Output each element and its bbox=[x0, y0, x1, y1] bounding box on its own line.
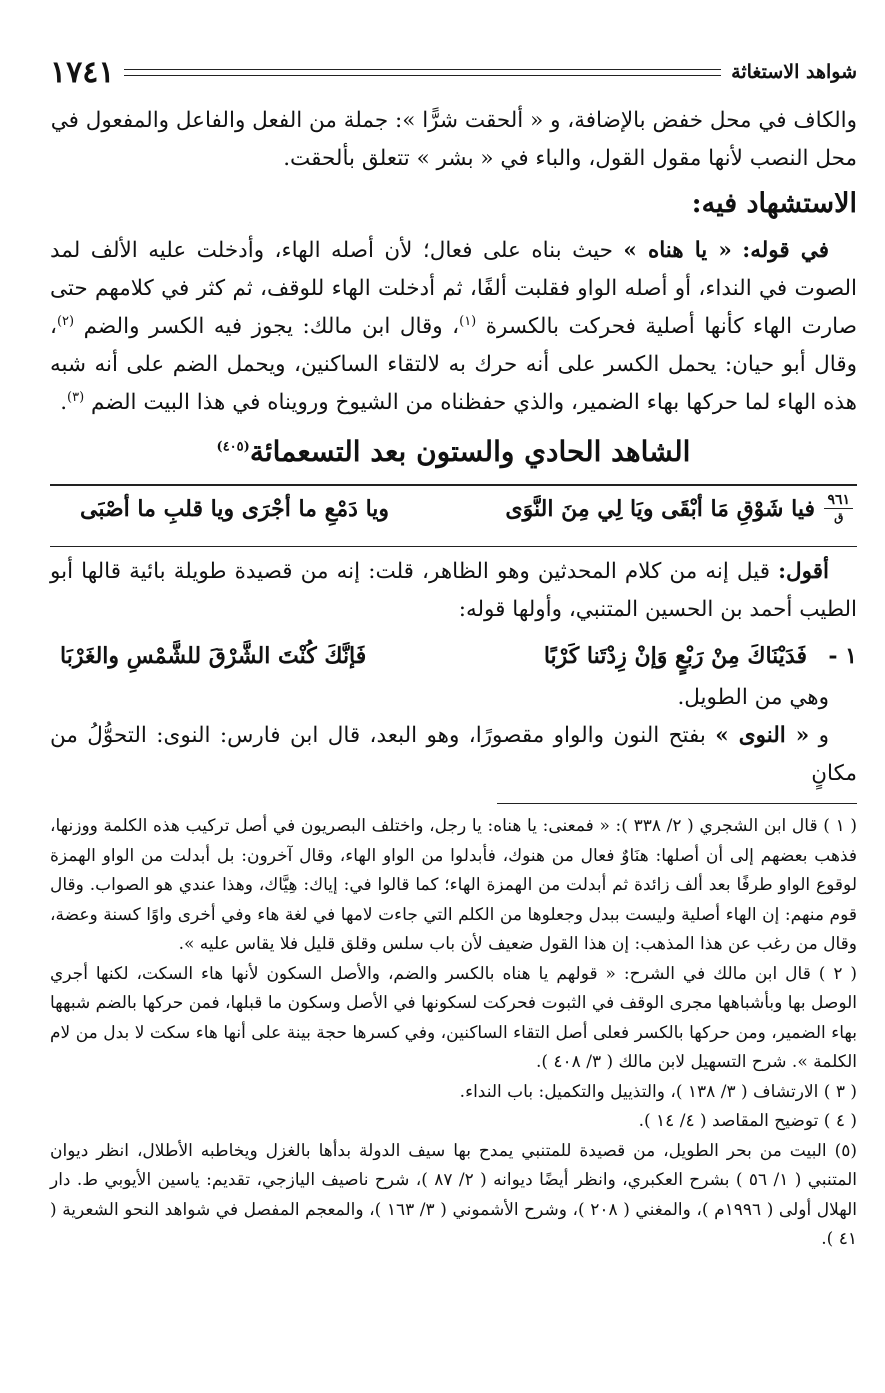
book-page bbox=[50, 52, 857, 1373]
footnote-ref-3: (٣) bbox=[67, 389, 85, 405]
hemistich-second: ويا دَمْعِ ما أجْرَى ويا قلبِ ما أصْبَى bbox=[80, 496, 390, 522]
footnote-divider bbox=[497, 803, 857, 804]
commentary-paragraph-2 bbox=[50, 717, 857, 793]
istishhad-paragraph bbox=[50, 232, 857, 422]
istishhad-quote: « يا هناه » bbox=[623, 238, 732, 263]
intro-line-1: والكاف في محل خفض بالإضافة، و « ألحقت شرًّا »: جملة من الفعل والفاعل والمفعول في bbox=[50, 108, 857, 133]
intro-paragraph bbox=[50, 102, 857, 422]
page-header bbox=[50, 52, 857, 92]
footnote-5: (٥) البيت من بحر الطويل، من قصيدة للمتنبي يمدح بها سيف الدولة بدأها بالغزل ويخاطبه الأطلال، انظر ديوان المتنبي ( ١/ ٥٦ ) بشرح العكبري، وانظر أيضًا ديوانه ( ٢/ ٨٧ )، شرح ناصيف اليازجي، تقديم: ياسين الأيوبي ط. دار الهلال أولى ( ١٩٩٦م )، والمغني ( ٢٠٨ )، وشرح الأشموني ( ٣/ ١٦٣ )، والمعجم المفصل في شواهد النحو الشعرية ( ٤١ ). bbox=[50, 1140, 857, 1249]
meter-note: وهي من الطويل. bbox=[677, 685, 829, 710]
intro-line-2: محل النصب لأنها مقول القول، والباء في « بشر » تتعلق بألحقت. bbox=[283, 146, 857, 171]
verse-number bbox=[824, 492, 853, 525]
commentary bbox=[50, 553, 857, 793]
istishhad-text-3: ، وقال أبو حيان: يحمل الكسر على أنه حرك به لالتقاء الساكنين، ويحمل الضم على أنه شبه هذه الهاء لما حركها بهاء الضمير، والذي حفظناه من الشيوخ ورويناه في هذا البيت الضم bbox=[50, 314, 857, 415]
footnote-ref-2: (٢) bbox=[56, 313, 75, 329]
istishhad-text-4: . bbox=[60, 390, 68, 415]
header-rule bbox=[124, 69, 721, 76]
poem-line-number: ١ - bbox=[828, 643, 857, 669]
verse-box bbox=[50, 484, 857, 547]
hemistich-first: فيا شَوْقِ مَا أبْقَى ويَا لِي مِنَ النَّوَى bbox=[505, 496, 815, 522]
witness-title bbox=[50, 428, 857, 476]
commentary-text-1: قيل إنه من كلام المحدثين وهو الظاهر، قلت: إنه من قصيدة طويلة بائية قالها أبو الطيب أحمد بن الحسين المتنبي، وأولها قوله: bbox=[50, 559, 857, 622]
istishhad-text-2: ، وقال ابن مالك: يجوز فيه الكسر والضم bbox=[74, 314, 460, 339]
footnote-1: ( ١ ) قال ابن الشجري ( ٢/ ٣٣٨ ): « فمعنى: يا هناه: يا رجل، واختلف البصريون في أصل تركيب هذه الكلمة ووزنها، فذهب بعضهم إلى أن أصلها: هنَاوٌ فعال من هنوك، فأبدلوا من الواو الهاء، وقال آخرون: بل أبدلت من الواو الهمزة لوقوع الواو طرفًا بعد ألف زائدة ثم أبدلت من الهمزة الهاء؛ كما قالوا في: إياك: هِيَّاك، وهذا عندي هو الصواب. وقال قوم منهم: إن الهاء أصلية وليست ببدل وجعلوها من الكلم التي جاءت لامها في لغة هاء وفي أخرى واوًا كسنة وعضة، وقال من رغب عن هذا المذهب: إن هذا القول ضعيف لأن باب سلس وقلق قليل فلا يقاس عليه ». bbox=[50, 816, 858, 954]
poem-hemistich-first: فَدَيْنَاكَ مِنْ رَبْعٍ وَإنْ زِدْتَنا كَرْبًا bbox=[543, 643, 807, 669]
footnote-2: ( ٢ ) قال ابن مالك في الشرح: « قولهم يا هناه بالكسر والضم، والأصل السكون لأنها هاء السكت، لكنها أجري الوصل بها وبأشباهها مجرى الوقف في الثبوت فحركت لسكونها في الأصل وسكون ما قبلها، فمن حركها بالضم شبهها بهاء الضمير، ومن حركها بالكسر فعلى أصل التقاء الساكنين، وفي كسرها حجة بينة على أنها هاء سكت لا بدل من لام الكلمة ». شرح التسهيل لابن مالك ( ٣/ ٤٠٨ ). bbox=[50, 963, 858, 1072]
footnote-3: ( ٣ ) الارتشاف ( ٣/ ١٣٨ )، والتذييل والتكميل: باب النداء. bbox=[459, 1081, 857, 1102]
running-title: شواهد الاستغاثة bbox=[731, 61, 857, 83]
istishhad-text-1: حيث بناه على فعال؛ لأن أصله الهاء، وأدخلت عليه الألف لمد الصوت في النداء، أو أصله الواو فقلبت ألفًا، ثم أدخلت الهاء للوقف، ثم كثر في كلامهم حتى صارت الهاء كأنها أصلية فحركت بالكسرة bbox=[50, 238, 857, 339]
verse-number-value: ٩٦١ bbox=[824, 492, 853, 509]
poem-line bbox=[50, 629, 857, 679]
commentary-lead-2: و bbox=[809, 723, 829, 748]
commentary-quote-2: « النوى » bbox=[715, 723, 810, 748]
witness-title-text: الشاهد الحادي والستون بعد التسعمائة bbox=[249, 435, 691, 468]
footnote-4: ( ٤ ) توضيح المقاصد ( ٤/ ١٤ ). bbox=[638, 1111, 857, 1131]
verse-source: ق bbox=[834, 510, 844, 524]
istishhad-lead: في قوله: bbox=[742, 238, 829, 263]
footnote-ref-1: (١) bbox=[459, 313, 477, 329]
commentary-lead: أقول: bbox=[778, 559, 829, 584]
poem-hemistich-second: فَإنَّكَ كُنْتَ الشَّرْقَ للشَّمْسِ والغَرْبَا bbox=[60, 643, 367, 669]
commentary-text-2: بفتح النون والواو مقصورًا، وهو البعد، قال ابن فارس: النوى: التحوُّلُ من مكانٍ bbox=[50, 723, 857, 786]
footnotes bbox=[50, 812, 857, 1255]
commentary-paragraph-1 bbox=[50, 553, 857, 629]
witness-title-footnote: (٤٠٥) bbox=[216, 439, 250, 455]
page-number: ١٧٤١ bbox=[50, 54, 115, 90]
istishhad-heading: الاستشهاد فيه: bbox=[691, 188, 857, 219]
